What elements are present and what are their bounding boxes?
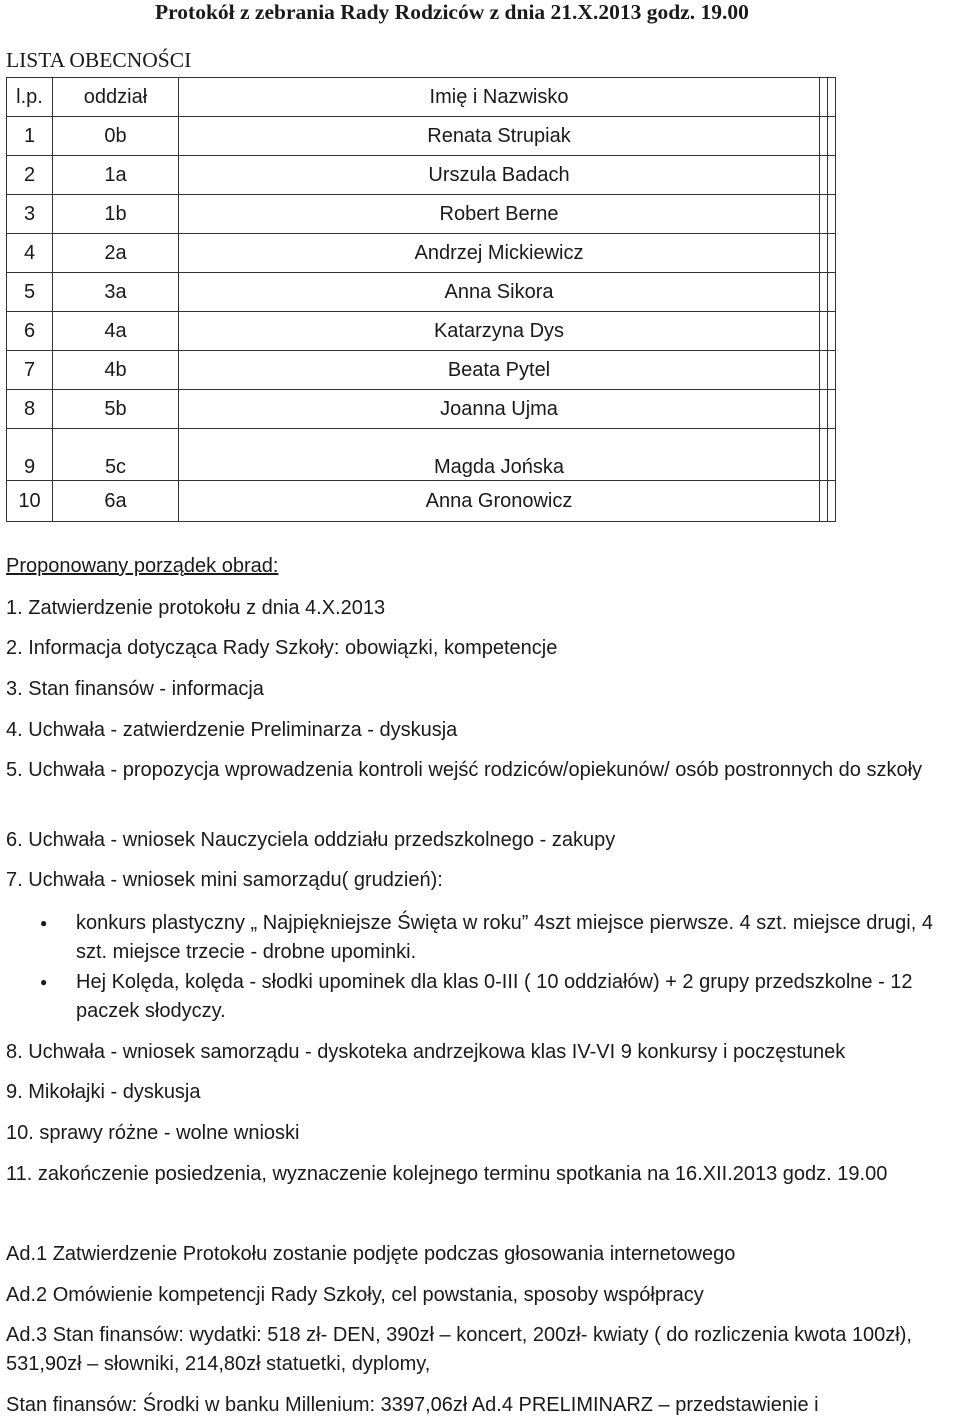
note-paragraph: Ad.2 Omówienie kompetencji Rady Szkoły, cel powstania, sposoby współpracy — [6, 1284, 704, 1306]
agenda-item: 6. Uchwała - wniosek Nauczyciela oddziału przedszkolnego - zakupy — [6, 829, 616, 851]
table-row — [7, 195, 836, 234]
empty-cell — [828, 117, 836, 156]
row-number: 4 — [7, 234, 53, 273]
empty-cell — [820, 312, 828, 351]
row-name: Renata Strupiak — [179, 117, 820, 156]
column-header-name: Imię i Nazwisko — [179, 78, 820, 117]
agenda-item: 11. zakończenie posiedzenia, wyznaczenie kolejnego terminu spotkania na 16.XII.2013 godz. 19.00 — [6, 1163, 888, 1185]
row-number: 1 — [7, 117, 53, 156]
empty-cell — [828, 78, 836, 117]
empty-cell — [820, 273, 828, 312]
attendance-list-title: LISTA OBECNOŚCI — [6, 48, 192, 72]
table-row — [7, 234, 836, 273]
row-class: 4a — [53, 312, 179, 351]
empty-cell — [828, 273, 836, 312]
row-number: 9 — [7, 429, 53, 481]
agenda-item: 5. Uchwała - propozycja wprowadzenia kontroli wejść rodziców/opiekunów/ osób postronnych do szkoły — [6, 759, 923, 781]
attendance-table — [6, 77, 836, 522]
row-number: 6 — [7, 312, 53, 351]
document-title: Protokół z zebrania Rady Rodziców z dnia 21.X.2013 godz. 19.00 — [155, 0, 749, 24]
empty-cell — [820, 195, 828, 234]
agenda-item: 10. sprawy różne - wolne wnioski — [6, 1122, 300, 1144]
empty-cell — [820, 351, 828, 390]
agenda-item: 9. Mikołajki - dyskusja — [6, 1081, 201, 1103]
empty-cell — [820, 156, 828, 195]
row-name: Magda Jońska — [179, 429, 820, 481]
bullet-icon: ● — [40, 916, 48, 930]
empty-cell — [820, 481, 828, 522]
empty-cell — [828, 429, 836, 481]
table-row — [7, 390, 836, 429]
table-row — [7, 429, 836, 481]
row-number: 3 — [7, 195, 53, 234]
table-row — [7, 117, 836, 156]
empty-cell — [828, 234, 836, 273]
note-paragraph: Ad.3 Stan finansów: wydatki: 518 zł- DEN, 390zł – koncert, 200zł- kwiaty ( do rozliczenia kwota 100zł), 531,90zł – słowniki, 214,80zł statuetki, dyplomy, — [6, 1324, 912, 1375]
empty-cell — [828, 156, 836, 195]
row-name: Beata Pytel — [179, 351, 820, 390]
agenda-heading: Proponowany porządek obrad: — [6, 555, 279, 577]
agenda-item: 3. Stan finansów - informacja — [6, 678, 264, 700]
column-header-number: l.p. — [7, 78, 53, 117]
row-class: 2a — [53, 234, 179, 273]
row-class: 5b — [53, 390, 179, 429]
agenda-item: 1. Zatwierdzenie protokołu z dnia 4.X.2013 — [6, 597, 386, 619]
column-header-class: oddział — [53, 78, 179, 117]
row-number: 2 — [7, 156, 53, 195]
row-class: 4b — [53, 351, 179, 390]
empty-cell — [820, 234, 828, 273]
row-number: 7 — [7, 351, 53, 390]
note-paragraph: Ad.1 Zatwierdzenie Protokołu zostanie podjęte podczas głosowania internetowego — [6, 1243, 736, 1265]
empty-cell — [820, 117, 828, 156]
row-name: Andrzej Mickiewicz — [179, 234, 820, 273]
note-paragraph: Stan finansów: Środki w banku Millenium: 3397,06zł Ad.4 PRELIMINARZ – przedstawienie i — [6, 1394, 819, 1416]
table-header-row — [7, 78, 836, 117]
empty-cell — [828, 351, 836, 390]
empty-cell — [820, 390, 828, 429]
row-number: 10 — [7, 481, 53, 522]
table-row — [7, 312, 836, 351]
row-name: Joanna Ujma — [179, 390, 820, 429]
row-class: 0b — [53, 117, 179, 156]
agenda-item: 4. Uchwała - zatwierdzenie Preliminarza - dyskusja — [6, 719, 458, 741]
table-row — [7, 273, 836, 312]
agenda-item: 2. Informacja dotycząca Rady Szkoły: obowiązki, kompetencje — [6, 637, 558, 659]
row-class: 3a — [53, 273, 179, 312]
row-name: Anna Sikora — [179, 273, 820, 312]
row-number: 5 — [7, 273, 53, 312]
bullet-text: Hej Kolęda, kolęda - słodki upominek dla klas 0-III ( 10 oddziałów) + 2 grupy przedszkolne - 12 paczek słodyczy. — [76, 971, 913, 1022]
row-name: Urszula Badach — [179, 156, 820, 195]
bullet-text: konkurs plastyczny „ Najpiękniejsze Święta w roku” 4szt miejsce pierwsze. 4 szt. miejsce drugi, 4 szt. miejsce trzecie - drobne upominki. — [76, 912, 933, 963]
empty-cell — [828, 481, 836, 522]
table-row — [7, 481, 836, 522]
row-class: 6a — [53, 481, 179, 522]
table-row — [7, 156, 836, 195]
row-class: 5c — [53, 429, 179, 481]
row-name: Robert Berne — [179, 195, 820, 234]
row-class: 1a — [53, 156, 179, 195]
agenda-item: 7. Uchwała - wniosek mini samorządu( grudzień): — [6, 869, 443, 891]
bullet-icon: ● — [40, 975, 48, 989]
row-name: Anna Gronowicz — [179, 481, 820, 522]
empty-cell — [820, 429, 828, 481]
empty-cell — [828, 195, 836, 234]
agenda-item: 8. Uchwała - wniosek samorządu - dyskoteka andrzejkowa klas IV-VI 9 konkursy i poczęstunek — [6, 1041, 846, 1063]
empty-cell — [820, 78, 828, 117]
empty-cell — [828, 390, 836, 429]
row-number: 8 — [7, 390, 53, 429]
empty-cell — [828, 312, 836, 351]
table-row — [7, 351, 836, 390]
row-name: Katarzyna Dys — [179, 312, 820, 351]
row-class: 1b — [53, 195, 179, 234]
